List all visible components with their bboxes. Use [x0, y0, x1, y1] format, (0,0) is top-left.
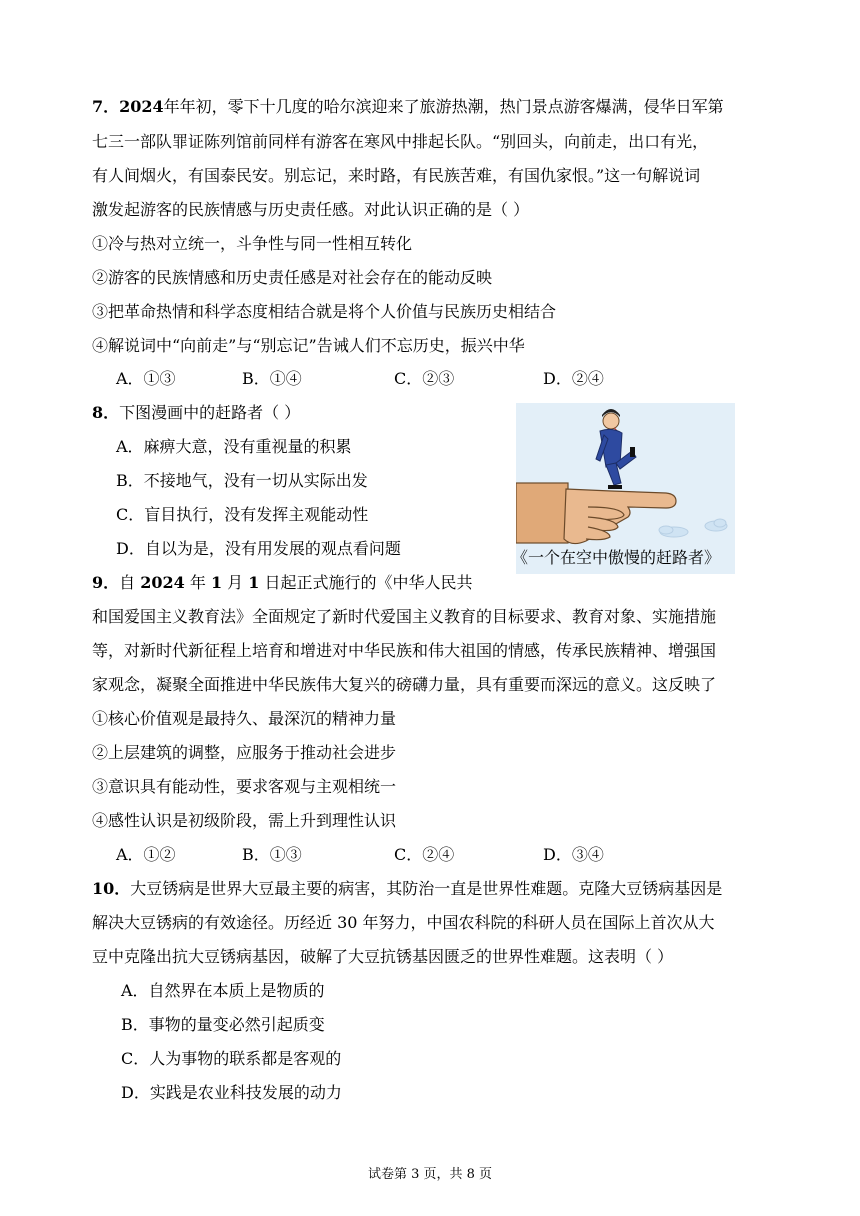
q8-stem: 8．下图漫画中的赶路者（ ）: [92, 403, 301, 422]
q9-choice-a[interactable]: A．①②: [116, 845, 176, 864]
q7-choice-d[interactable]: D．②④: [543, 369, 604, 388]
q9-choice-c[interactable]: C．②④: [394, 845, 455, 864]
q7-choice-b[interactable]: B．①④: [242, 369, 302, 388]
q10-option-b[interactable]: B．事物的量变必然引起质变: [121, 1015, 325, 1034]
q7-item-3: ③把革命热情和科学态度相结合就是将个人价值与民族历史相结合: [92, 302, 557, 321]
q7-stem-line-3: 有人间烟火，有国泰民安。别忘记，来时路，有民族苦难，有国仇家恨。”这一句解说词: [92, 166, 701, 185]
q9-choice-b[interactable]: B．①③: [242, 845, 302, 864]
q7-number: 7．: [92, 97, 120, 116]
q8-number: 8．: [92, 403, 120, 422]
q9-item-4: ④感性认识是初级阶段，需上升到理性认识: [92, 811, 397, 830]
q8-option-c[interactable]: C．盲目执行，没有发挥主观能动性: [116, 505, 369, 524]
q7-stem-line-1: 7．2024年年初，零下十几度的哈尔滨迎来了旅游热潮，热门景点游客爆满，侵华日军第: [92, 97, 724, 116]
q9-item-3: ③意识具有能动性，要求客观与主观相统一: [92, 777, 397, 796]
q9-number: 9．: [92, 573, 120, 592]
q9-stem-line-2: 和国爱国主义教育法》全面规定了新时代爱国主义教育的目标要求、教育对象、实施措施: [92, 607, 717, 626]
q10-option-d[interactable]: D．实践是农业科技发展的动力: [121, 1083, 342, 1102]
q10-option-c[interactable]: C．人为事物的联系都是客观的: [121, 1049, 342, 1068]
q7-year: 2024: [119, 97, 164, 116]
q7-choice-c[interactable]: C．②③: [394, 369, 455, 388]
q7-choice-a[interactable]: A．①③: [116, 369, 176, 388]
q10-stem-line-2: 解决大豆锈病的有效途径。历经近 30 年努力，中国农科院的科研人员在国际上首次从大: [92, 913, 715, 932]
q10-option-a[interactable]: A．自然界在本质上是物质的: [121, 981, 325, 1000]
cartoon-caption: 《一个在空中傲慢的赶路者》: [512, 548, 721, 567]
q9-item-2: ②上层建筑的调整，应服务于推动社会进步: [92, 743, 397, 762]
q7-stem-line-2: 七三一部队罪证陈列馆前同样有游客在寒风中排起长队。“别回头，向前走，出口有光，: [92, 132, 709, 151]
q10-number: 10．: [92, 879, 131, 898]
q9-stem-line-1: 9．自 2024 年 1 月 1 日起正式施行的《中华人民共: [92, 573, 473, 592]
q9-stem-line-3: 等，对新时代新征程上培育和增进对中华民族和伟大祖国的情感，传承民族精神、增强国: [92, 641, 717, 660]
q7-stem-line-4: 激发起游客的民族情感与历史责任感。对此认识正确的是（ ）: [92, 200, 530, 219]
q9-stem-line-4: 家观念，凝聚全面推进中华民族伟大复兴的磅礴力量，具有重要而深远的意义。这反映了: [92, 675, 717, 694]
q8-option-d[interactable]: D．自以为是，没有用发展的观点看问题: [116, 539, 401, 558]
page-footer: 试卷第 3 页，共 8 页: [367, 1167, 493, 1182]
q10-stem-line-1: 10．大豆锈病是世界大豆最主要的病害，其防治一直是世界性难题。克隆大豆锈病基因是: [92, 879, 723, 898]
q8-option-b[interactable]: B．不接地气，没有一切从实际出发: [116, 471, 368, 490]
q7-item-2: ②游客的民族情感和历史责任感是对社会存在的能动反映: [92, 268, 493, 287]
q8-option-a[interactable]: A．麻痹大意，没有重视量的积累: [116, 437, 352, 456]
q7-item-1: ①冷与热对立统一，斗争性与同一性相互转化: [92, 234, 413, 253]
q9-choice-d[interactable]: D．③④: [543, 845, 604, 864]
q7-item-4: ④解说词中“向前走”与“别忘记”告诫人们不忘历史，振兴中华: [92, 336, 525, 355]
q10-stem-line-3: 豆中克隆出抗大豆锈病基因，破解了大豆抗锈基因匮乏的世界性难题。这表明（ ）: [92, 947, 674, 966]
q9-item-1: ①核心价值观是最持久、最深沉的精神力量: [92, 709, 397, 728]
